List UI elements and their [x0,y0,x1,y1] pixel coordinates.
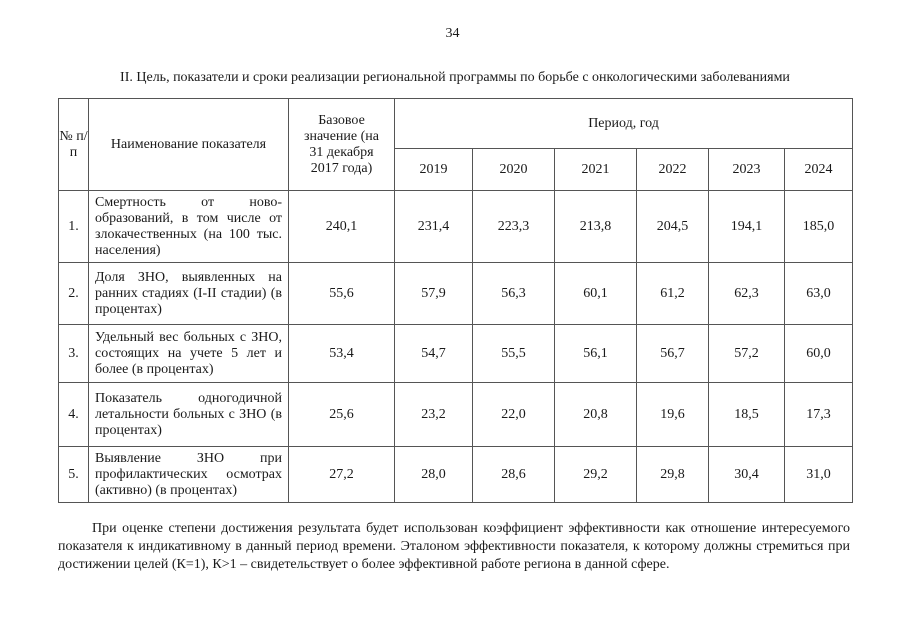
table-header-row [59,99,853,149]
table-row [59,191,853,263]
row-num: 2. [59,263,89,325]
table-row [59,383,853,447]
row-base-value: 27,2 [289,447,395,503]
row-value: 231,4 [395,191,473,263]
row-value: 61,2 [637,263,709,325]
row-value: 18,5 [709,383,785,447]
row-name: Показатель одногодичной летальности больных с ЗНО (в процентах) [89,383,289,447]
row-value: 57,2 [709,325,785,383]
row-value: 29,8 [637,447,709,503]
row-name: Смертность от ново-образований, в том числе от злокачественных (на 100 тыс. населения) [89,191,289,263]
row-value: 194,1 [709,191,785,263]
header-year: 2022 [637,149,709,191]
row-name: Доля ЗНО, выявленных на ранних стадиях (I-II стадии) (в процентах) [89,263,289,325]
row-num: 5. [59,447,89,503]
row-value: 28,6 [473,447,555,503]
table-row [59,325,853,383]
row-value: 56,3 [473,263,555,325]
row-name: Выявление ЗНО при профилактических осмотрах (активно) (в процентах) [89,447,289,503]
row-num: 4. [59,383,89,447]
header-year: 2024 [785,149,853,191]
table-row [59,447,853,503]
header-year: 2021 [555,149,637,191]
header-base: Базовое значение (на 31 декабря 2017 года) [289,99,395,191]
row-value: 185,0 [785,191,853,263]
row-value: 63,0 [785,263,853,325]
row-value: 223,3 [473,191,555,263]
row-num: 3. [59,325,89,383]
row-value: 60,0 [785,325,853,383]
row-value: 20,8 [555,383,637,447]
row-value: 56,1 [555,325,637,383]
header-num: № п/п [59,99,89,191]
row-num: 1. [59,191,89,263]
row-value: 28,0 [395,447,473,503]
header-year: 2020 [473,149,555,191]
row-base-value: 55,6 [289,263,395,325]
row-value: 19,6 [637,383,709,447]
row-value: 62,3 [709,263,785,325]
row-value: 55,5 [473,325,555,383]
row-value: 29,2 [555,447,637,503]
row-value: 57,9 [395,263,473,325]
header-year: 2019 [395,149,473,191]
row-value: 23,2 [395,383,473,447]
row-value: 31,0 [785,447,853,503]
row-base-value: 53,4 [289,325,395,383]
row-value: 30,4 [709,447,785,503]
header-period: Период, год [395,99,853,149]
row-value: 60,1 [555,263,637,325]
row-value: 56,7 [637,325,709,383]
row-base-value: 240,1 [289,191,395,263]
page-number: 34 [445,26,460,41]
row-value: 22,0 [473,383,555,447]
header-year: 2023 [709,149,785,191]
row-base-value: 25,6 [289,383,395,447]
indicators-table [58,98,853,503]
row-value: 213,8 [555,191,637,263]
section-title: II. Цель, показатели и сроки реализации региональной программы по борьбе с онкологическими заболеваниями [120,70,790,85]
row-name: Удельный вес больных с ЗНО, состоящих на учете 5 лет и более (в процентах) [89,325,289,383]
footnote-paragraph: При оценке степени достижения результата будет использован коэффициент эффективности как отношение интересуемого показателя к индикативному в данный период времени. Эталоном эффективности показателя, к которому должны стремиться при достижении целей (К=1), К>1 – свидетельствует о более эффективной работе региона в данной сфере. [58,521,850,572]
header-name: Наименование показателя [89,99,289,191]
row-value: 204,5 [637,191,709,263]
row-value: 54,7 [395,325,473,383]
row-value: 17,3 [785,383,853,447]
table-row [59,263,853,325]
